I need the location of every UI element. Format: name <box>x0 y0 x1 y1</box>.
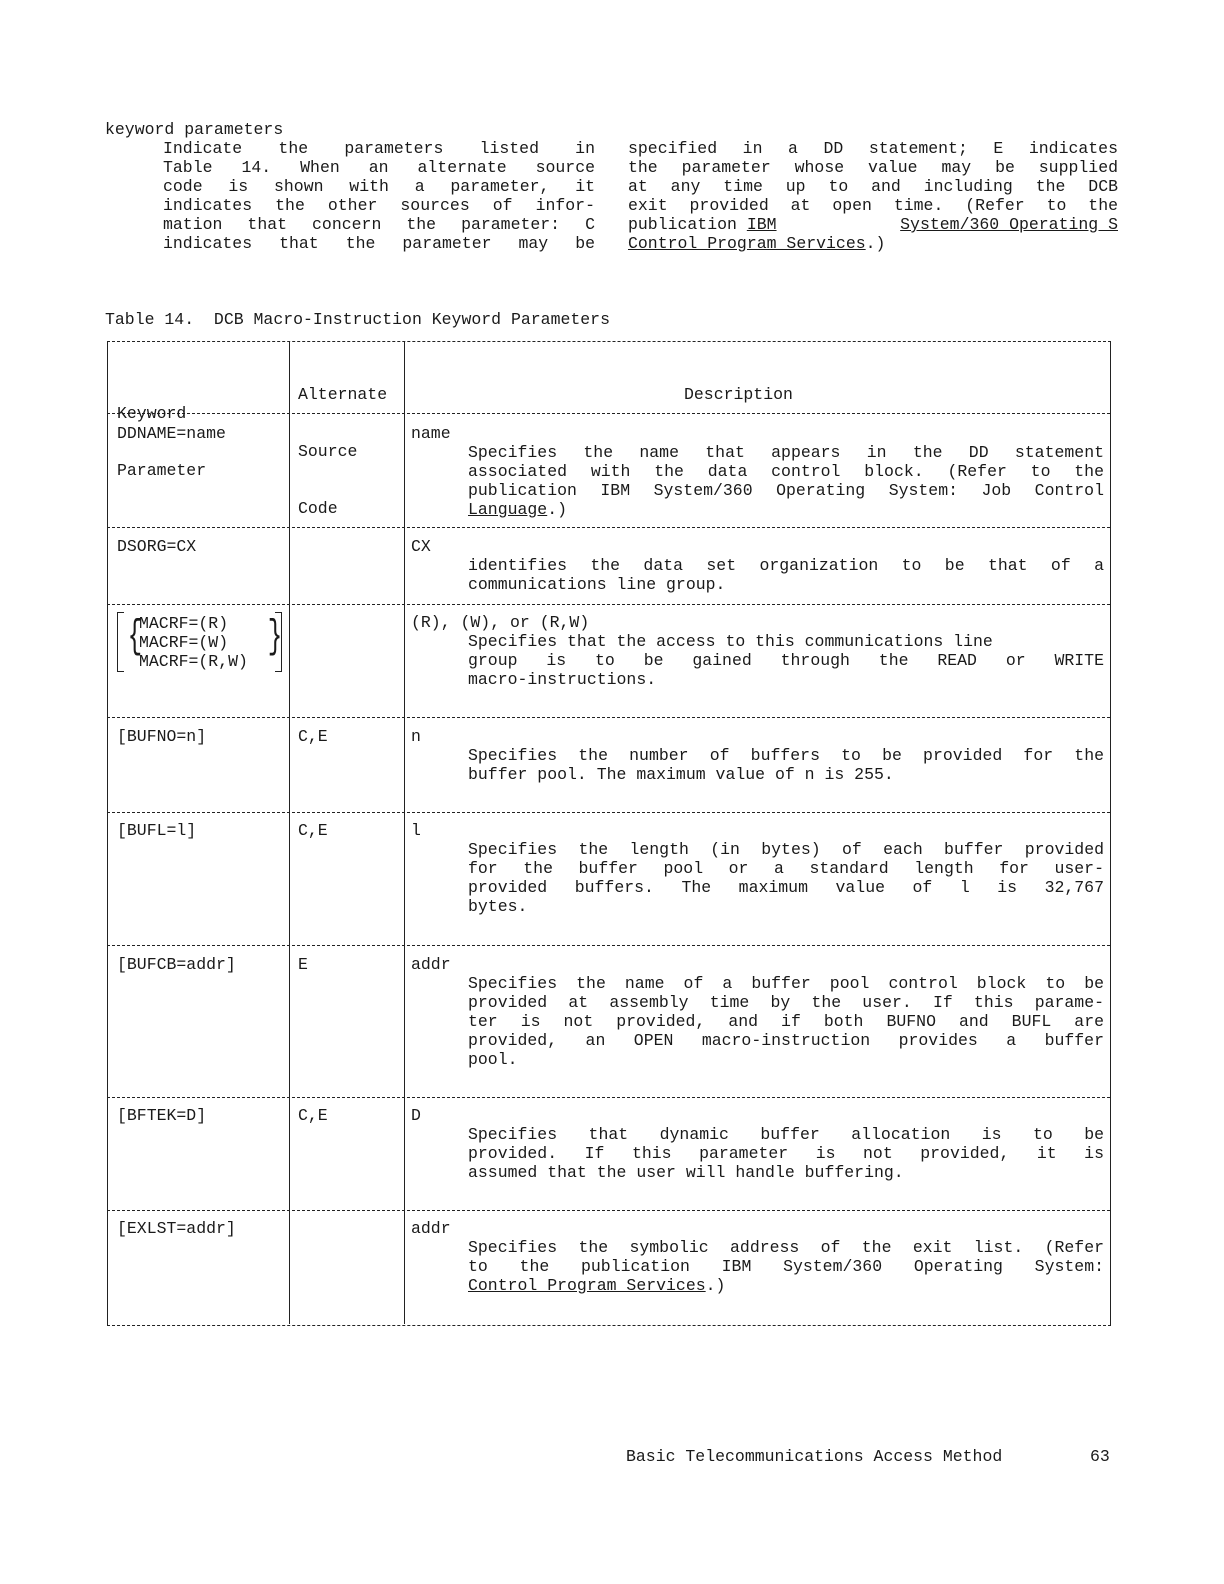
intro-text-line: code is shown with a parameter, it <box>163 177 595 196</box>
description-line: Specifies the name that appears in the DD statement <box>468 443 1104 462</box>
header-keyword-line: Parameter <box>117 461 207 480</box>
header-keyword-line: Keyword <box>117 404 187 423</box>
keyword-cell: DDNAME=name <box>117 424 226 443</box>
left-bracket <box>117 612 124 672</box>
running-footer-title: Basic Telecommunications Access Method <box>626 1447 1003 1466</box>
description-line: to the publication IBM System/360 Operating System: <box>468 1257 1104 1276</box>
publication-title-part: Control Program Services <box>628 234 866 253</box>
column-divider <box>404 341 405 1324</box>
page-number: 63 <box>1090 1447 1110 1466</box>
value-cell: addr <box>411 955 451 974</box>
value-cell: n <box>411 727 421 746</box>
keyword-cell: [BUFL=l] <box>117 821 197 840</box>
publication-suffix: .) <box>705 1276 726 1295</box>
intro-left-column <box>163 139 595 253</box>
header-alternate-line: Source <box>298 442 358 461</box>
description-line: provided, an OPEN macro-instruction provides a buffer <box>468 1031 1104 1050</box>
keyword-choice-group <box>117 612 282 672</box>
left-brace-icon: { <box>127 615 143 660</box>
section-heading: keyword parameters <box>105 120 284 139</box>
value-cell: (R), (W), or (R,W) <box>411 613 590 632</box>
description-line: group is to be gained through the READ or WRITE <box>468 651 1104 670</box>
description-line: communications line group. <box>468 575 726 594</box>
keyword-cell: [BUFNO=n] <box>117 727 207 746</box>
description-line: Specifies the number of buffers to be provided for the <box>468 746 1104 765</box>
row-divider <box>107 1097 1110 1098</box>
value-cell: name <box>411 424 451 443</box>
alternate-source-cell: E <box>298 955 308 974</box>
value-cell: l <box>411 821 421 840</box>
description-line: assumed that the user will handle buffering. <box>468 1163 904 1182</box>
intro-text-line: the parameter whose value may be supplied <box>628 158 1118 177</box>
intro-text-line: indicates the other sources of infor- <box>163 196 595 215</box>
description-line: ter is not provided, and if both BUFNO and BUFL are <box>468 1012 1104 1031</box>
description-line: Specifies that the access to this communications line <box>468 632 993 651</box>
description-line <box>468 1276 1104 1295</box>
publication-suffix: .) <box>865 234 886 253</box>
row-divider <box>107 812 1110 813</box>
table-caption: Table 14. DCB Macro-Instruction Keyword Parameters <box>105 310 610 329</box>
right-bracket <box>275 612 282 672</box>
publication-title-part: Control Program Services <box>468 1276 706 1295</box>
description-line: provided at assembly time by the user. If this parame- <box>468 993 1104 1012</box>
keyword-cell: DSORG=CX <box>117 537 197 556</box>
description-line: for the buffer pool or a standard length for user- <box>468 859 1104 878</box>
intro-text-line: at any time up to and including the DCB <box>628 177 1118 196</box>
publication-title-part: System/360 Operating S <box>900 215 1118 234</box>
publication-title-part: Language <box>468 500 548 519</box>
intro-text-line: Table 14. When an alternate source <box>163 158 595 177</box>
row-divider <box>107 413 1110 414</box>
row-divider <box>107 604 1110 605</box>
publication-title-part: IBM <box>746 215 777 234</box>
column-divider <box>289 341 290 1324</box>
description-line: macro-instructions. <box>468 670 657 689</box>
value-cell: CX <box>411 537 431 556</box>
description-line: provided. If this parameter is not provided, it is <box>468 1144 1104 1163</box>
description-line: Specifies that dynamic buffer allocation is to be <box>468 1125 1104 1144</box>
description-cell <box>468 443 1104 519</box>
intro-right-column <box>628 139 1118 253</box>
description-line: Specifies the symbolic address of the exit list. (Refer <box>468 1238 1104 1257</box>
description-line: associated with the data control block. (Refer to the <box>468 462 1104 481</box>
intro-publication-reference-cont <box>628 234 1118 253</box>
description-line: bytes. <box>468 897 528 916</box>
value-cell: D <box>411 1106 421 1125</box>
description-line: identifies the data set organization to be that of a <box>468 556 1104 575</box>
intro-publication-reference <box>628 215 1118 234</box>
description-line: publication IBM System/360 Operating System: Job Control <box>468 481 1104 500</box>
header-alternate-line: Alternate <box>298 385 388 404</box>
row-divider <box>107 717 1110 718</box>
description-cell <box>468 556 1104 594</box>
description-line: Specifies the length (in bytes) of each buffer provided <box>468 840 1104 859</box>
value-cell: addr <box>411 1219 451 1238</box>
alternate-source-cell: C,E <box>298 821 328 840</box>
right-brace-icon: } <box>267 615 283 660</box>
description-cell <box>468 1238 1104 1295</box>
keyword-cell: [BUFCB=addr] <box>117 955 236 974</box>
description-cell <box>468 840 1104 916</box>
header-alternate <box>298 347 387 537</box>
description-cell <box>468 974 1104 1069</box>
row-divider <box>107 1210 1110 1211</box>
keyword-option: MACRF=(R) <box>139 614 229 633</box>
description-line: buffer pool. The maximum value of n is 255. <box>468 765 894 784</box>
alternate-source-cell: C,E <box>298 1106 328 1125</box>
intro-text-line: exit provided at open time. (Refer to the <box>628 196 1118 215</box>
keyword-cell: [EXLST=addr] <box>117 1219 236 1238</box>
row-divider <box>107 945 1110 946</box>
intro-text-line: mation that concern the parameter: C <box>163 215 595 234</box>
description-line: provided buffers. The maximum value of l is 32,767 <box>468 878 1104 897</box>
description-cell <box>468 746 1104 784</box>
header-alternate-line: Code <box>298 499 338 518</box>
keyword-cell: [BFTEK=D] <box>117 1106 207 1125</box>
description-cell <box>468 1125 1104 1182</box>
description-line: Specifies the name of a buffer pool control block to be <box>468 974 1104 993</box>
alternate-source-cell: C,E <box>298 727 328 746</box>
row-divider <box>107 527 1110 528</box>
publication-suffix: .) <box>547 500 568 519</box>
publication-prefix: publication <box>628 215 747 234</box>
description-cell <box>468 632 1104 689</box>
header-description: Description <box>684 385 793 404</box>
intro-text-line: indicates that the parameter may be <box>163 234 595 253</box>
intro-text-line: Indicate the parameters listed in <box>163 139 595 158</box>
keyword-option: MACRF=(R,W) <box>139 652 248 671</box>
intro-text-line: specified in a DD statement; E indicates <box>628 139 1118 158</box>
description-line: pool. <box>468 1050 518 1069</box>
keyword-option: MACRF=(W) <box>139 633 229 652</box>
description-line <box>468 500 1104 519</box>
